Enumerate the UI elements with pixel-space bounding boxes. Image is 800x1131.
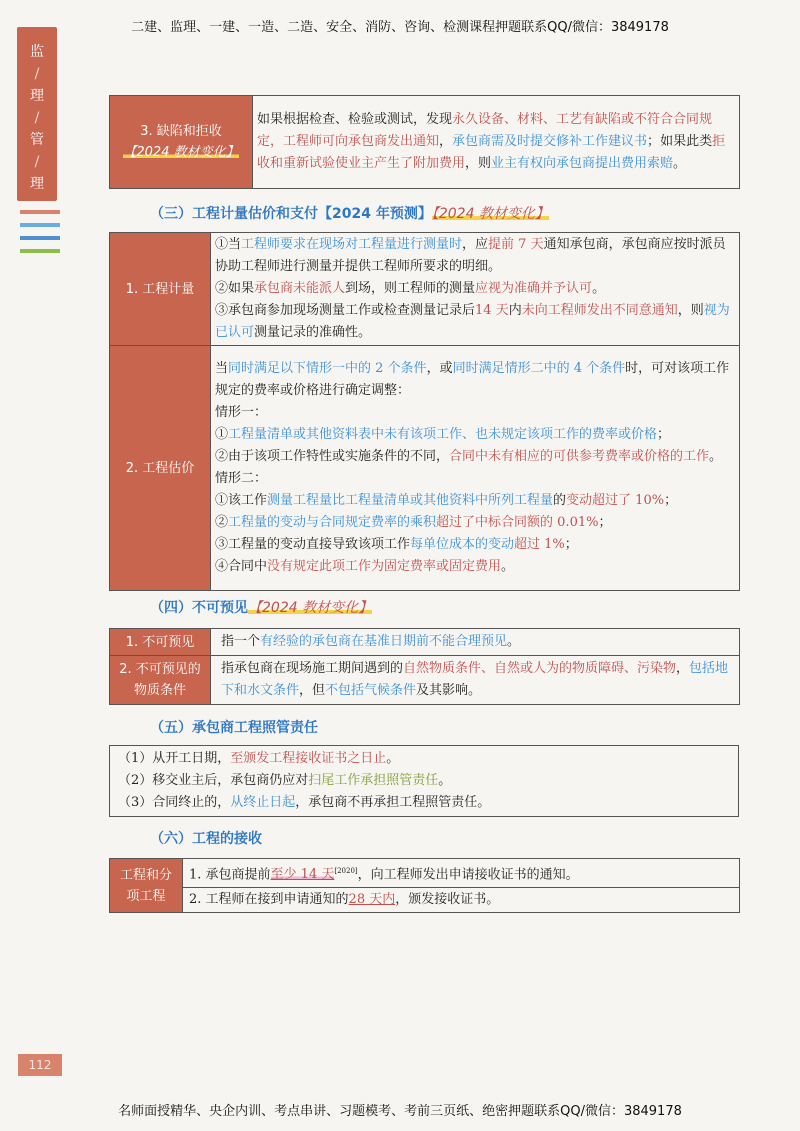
receive-item-1: 1. 承包商提前至少 14 天[2020]，向工程师发出申请接收证书的通知。 <box>183 859 740 888</box>
care-responsibility-box <box>109 745 739 817</box>
care-item: （2）移交业主后，承包商仍应对扫尾工作承担照管责任。 <box>118 773 452 788</box>
defect-label: 3. 缺陷和拒收 <box>140 124 222 139</box>
receive-item-2: 2. 工程师在接到申请通知的28 天内，颁发接收证书。 <box>183 888 740 913</box>
receive-table <box>109 858 740 913</box>
measure-label: 1. 工程计量 <box>110 233 211 346</box>
unforeseen-content-2: 指承包商在现场施工期间遇到的自然物质条件、自然或人为的物质障碍、污染物，包括地下和水文条件，但不包括气候条件及其影响。 <box>211 656 740 705</box>
side-tab-char: 监 <box>30 44 44 60</box>
side-tab-char: 理 <box>30 176 44 192</box>
care-item: （3）合同终止的，从终止日起，承包商不再承担工程照管责任。 <box>118 795 491 810</box>
measure-content: ①当工程师要求在现场对工程量进行测量时，应提前 7 天通知承包商，承包商应按时派员协助工程师进行测量并提供工程师所要求的明细。 ②如果承包商未能派人到场，则工程师的测量应视为准确并予认可。 ③承包商参加现场测量工作或检查测量记录后14 天内未向工程师发出不同意通知，则视为已认可测量记录的准确性。 <box>211 233 740 346</box>
section-4-tag: 【2024 教材变化】 <box>248 600 373 616</box>
defect-content: 如果根据检查、检验或测试，发现永久设备、材料、工艺有缺陷或不符合合同规定，工程师可向承包商发出通知，承包商需及时提交修补工作建议书；如果此类拒收和重新试验使业主产生了附加费用，则业主有权向承包商提出费用索赔。 <box>253 96 740 189</box>
defect-label-cell <box>110 96 253 189</box>
care-item: （1）从开工日期，至颁发工程接收证书之日止。 <box>118 751 400 766</box>
decor-stripe <box>20 236 60 240</box>
unforeseen-label-1: 1. 不可预见 <box>110 629 211 656</box>
section-3-heading: （三）工程计量估价和支付【2024 年预测】【2024 教材变化】 <box>150 206 549 222</box>
side-tab-char: 理 <box>30 88 44 104</box>
page-footer: 名师面授精华、央企内训、考点串讲、习题模考、考前三页纸、绝密押题联系QQ/微信：3849178 <box>118 1104 682 1119</box>
side-tab-char: 管 <box>30 132 44 148</box>
chapter-side-tab: 监 / 理 / 管 / 理 <box>17 27 57 201</box>
page-number: 112 <box>18 1054 62 1076</box>
valuation-content: 当同时满足以下情形一中的 2 个条件，或同时满足情形二中的 4 个条件时，可对该项工作规定的费率或价格进行确定调整： 情形一： ①工程量清单或其他资料表中未有该项工作、也未规定该项工作的费率或价格； ②由于该项工作特性或实施条件的不同，合同中未有相应的可供参考费率或价格的工作。 情形二： ①该工作测量工程量比工程量清单或其他资料中所列工程量的变动超过了 10%； ②工程量的变动与合同规定费率的乘积超过了中标合同额的 0.01%； ③工程量的变动直接导致该项工作每单位成本的变动超过 1%； ④合同中没有规定此项工作为固定费率或固定费用。 <box>211 346 740 591</box>
section-4-heading: （四）不可预见【2024 教材变化】 <box>150 600 373 616</box>
decor-stripe <box>20 210 60 214</box>
receive-label: 工程和分 项工程 <box>110 859 183 913</box>
section-5-heading: （五）承包商工程照管责任 <box>150 720 318 736</box>
section-3-tag: 【2024 教材变化】 <box>431 206 549 222</box>
decor-stripe <box>20 249 60 253</box>
section-6-heading: （六）工程的接收 <box>150 831 262 847</box>
unforeseen-content-1: 指一个有经验的承包商在基准日期前不能合理预见。 <box>211 629 740 656</box>
page-header: 二建、监理、一建、一造、二造、安全、消防、咨询、检测课程押题联系QQ/微信：3849178 <box>131 20 669 35</box>
defect-table <box>109 95 740 189</box>
defect-tag: 【2024 教材变化】 <box>123 145 239 160</box>
valuation-label: 2. 工程估价 <box>110 346 211 591</box>
unforeseen-table <box>109 628 740 705</box>
measure-valuation-table <box>109 232 740 591</box>
unforeseen-label-2: 2. 不可预见的 物质条件 <box>110 656 211 705</box>
decor-stripe <box>20 223 60 227</box>
